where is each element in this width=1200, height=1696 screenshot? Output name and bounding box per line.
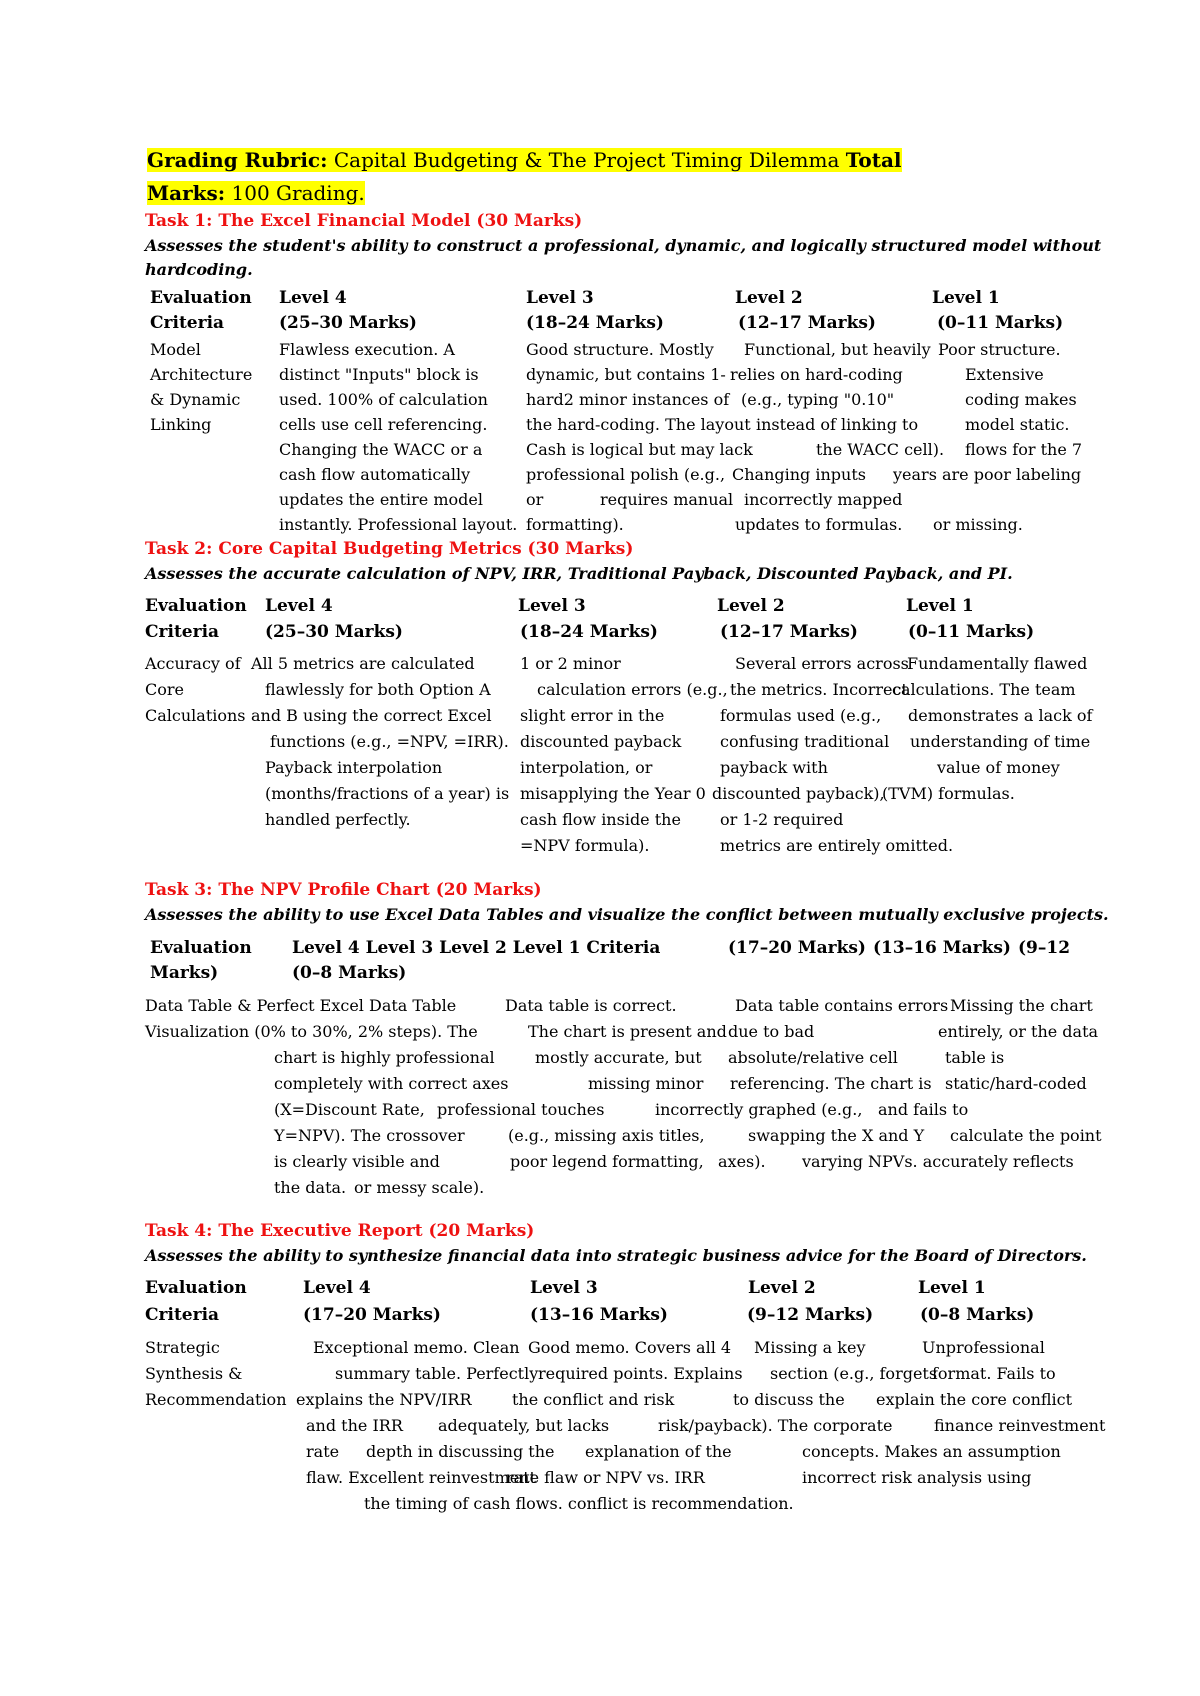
task1-r7-c2: updates the entire model	[279, 490, 483, 509]
marks-highlight	[147, 181, 365, 205]
task3-h-marks-a: (17–20 Marks)	[728, 938, 866, 958]
task1-r3-c2: used. 100% of calculation	[279, 390, 488, 409]
task1-h-criteria: Evaluation	[150, 288, 252, 308]
task3-r7-c1: is clearly visible and	[274, 1152, 440, 1171]
task1-r5-c3: Cash is logical but may lack	[526, 440, 753, 459]
task3-r2-c3: due to bad	[728, 1022, 815, 1041]
task2-r2-c1: Core	[145, 680, 184, 699]
task2-r1-c1: Accuracy of	[145, 654, 241, 673]
task2-r1-c5: Fundamentally flawed	[907, 654, 1088, 673]
task1-r5-c4: the WACC cell).	[816, 440, 945, 459]
task3-r6-c1: Y=NPV). The crossover	[274, 1126, 465, 1145]
task2-r2-c5: calculations. The team	[892, 680, 1076, 699]
task1-r1-c2: Flawless execution. A	[279, 340, 455, 359]
task2-r6-c4: discounted payback),	[712, 784, 885, 803]
task3-description: Assesses the ability to use Excel Data Tables and visualize the conflict between mutually exclusive projects.	[145, 905, 1109, 924]
task1-r2-c5: Extensive	[965, 365, 1044, 384]
task3-h2-marks: Marks)	[150, 963, 219, 983]
task1-r6-c2: cash flow automatically	[279, 465, 471, 484]
task2-h-level4: Level 4	[265, 596, 333, 616]
task1-r7-c3: or	[526, 490, 544, 509]
task2-r3-c3: slight error in the	[520, 706, 665, 725]
task2-r1-c4: Several errors across	[735, 654, 909, 673]
task1-h2-level3: (18–24 Marks)	[526, 313, 664, 333]
task2-r6-c5: (TVM) formulas.	[882, 784, 1015, 803]
task4-r4-c2: and the IRR	[306, 1416, 403, 1435]
task4-r1-c1: Strategic	[145, 1338, 220, 1357]
task2-r4-c3: discounted payback	[520, 732, 682, 751]
task4-r2-c4: section (e.g., forgets	[770, 1364, 938, 1383]
task2-r5-c5: value of money	[937, 758, 1060, 777]
task2-h2-criteria: Criteria	[145, 622, 220, 642]
task2-h2-level2: (12–17 Marks)	[720, 622, 858, 642]
task4-r1-c4: Missing a key	[754, 1338, 866, 1357]
task1-r3-c3: hard2 minor instances of	[526, 390, 730, 409]
task1-h-level4: Level 4	[279, 288, 347, 308]
task1-description: Assesses the student's ability to construct a professional, dynamic, and logically structured model without	[145, 236, 1102, 255]
task3-r6-c4: calculate the point	[950, 1126, 1102, 1145]
task4-r3-c4: to discuss the	[733, 1390, 845, 1409]
task2-r8-c3: =NPV formula).	[520, 836, 650, 855]
task4-r7-c3: the timing of cash flows. conflict is recommendation.	[364, 1494, 794, 1513]
task2-r6-c3: misapplying the Year 0	[520, 784, 706, 803]
task2-r4-c4: confusing traditional	[720, 732, 890, 751]
task3-r1-c4: Missing the chart	[950, 996, 1093, 1015]
task1-r1-c1: Model	[150, 340, 201, 359]
task4-r4-c3: adequately, but lacks	[438, 1416, 610, 1435]
task1-r4-c1: Linking	[150, 415, 212, 434]
task2-h2-level1: (0–11 Marks)	[908, 622, 1035, 642]
task4-r3-c2: explains the NPV/IRR	[296, 1390, 472, 1409]
task4-r6-c5: incorrect risk analysis using	[802, 1468, 1032, 1487]
task4-h-criteria: Evaluation	[145, 1278, 247, 1298]
task2-r2-c2: flawlessly for both Option A	[265, 680, 491, 699]
task4-r1-c5: Unprofessional	[922, 1338, 1045, 1357]
task2-h-level1: Level 1	[906, 596, 974, 616]
task4-r6-c2: flaw. Excellent reinvestment	[306, 1468, 536, 1487]
task3-r1-c3: Data table contains errors	[735, 996, 949, 1015]
task4-r2-c5: format. Fails to	[932, 1364, 1056, 1383]
task4-description: Assesses the ability to synthesize financial data into strategic business advice for the Board of Directors.	[145, 1246, 1087, 1265]
task3-r2-c2: The chart is present and	[528, 1022, 727, 1041]
course-name: Capital Budgeting & The Project Timing Dilemma	[327, 148, 846, 172]
task3-h2-level1-marks: (0–8 Marks)	[292, 963, 407, 983]
task1-h-level2: Level 2	[735, 288, 803, 308]
task3-r2-c1: Visualization (0% to 30%, 2% steps). The	[145, 1022, 478, 1041]
task3-r4-c1: completely with correct axes	[274, 1074, 509, 1093]
task3-r5-c2: professional touches	[437, 1100, 605, 1119]
task1-r8-c5: or missing.	[933, 515, 1023, 534]
task3-r3-c1: chart is highly professional	[274, 1048, 495, 1067]
task3-r3-c3: absolute/relative cell	[728, 1048, 898, 1067]
task1-r2-c1: Architecture	[150, 365, 253, 384]
task1-r4-c3: the hard-coding. The layout	[526, 415, 751, 434]
task1-r7-c4: incorrectly mapped	[744, 490, 903, 509]
task4-h2-level1: (0–8 Marks)	[920, 1305, 1035, 1325]
task4-r3-c3: the conflict and risk	[512, 1390, 675, 1409]
task1-h2-criteria: Criteria	[150, 313, 225, 333]
task4-r5-c3: depth in discussing the	[366, 1442, 555, 1461]
task1-r5-c5: flows for the 7	[965, 440, 1083, 459]
task3-h-marks-c: (9–12	[1018, 938, 1071, 958]
task4-h-level3: Level 3	[530, 1278, 598, 1298]
task1-title: Task 1: The Excel Financial Model (30 Marks)	[145, 211, 583, 231]
task3-r1-c1: Data Table & Perfect Excel Data Table	[145, 996, 457, 1015]
task3-h-levels: Level 4 Level 3 Level 2 Level 1 Criteria	[292, 938, 661, 958]
task2-r8-c4: metrics are entirely omitted.	[720, 836, 954, 855]
task4-r5-c4: explanation of the	[585, 1442, 732, 1461]
task3-r8-c1: the data.	[274, 1178, 347, 1197]
task2-r3-c2: and B using the correct Excel	[251, 706, 492, 725]
task1-r3-c1: & Dynamic	[150, 390, 241, 409]
task2-description: Assesses the accurate calculation of NPV, IRR, Traditional Payback, Discounted Payback, and PI.	[145, 564, 1013, 583]
task3-r5-c4: and fails to	[878, 1100, 969, 1119]
task4-h2-level3: (13–16 Marks)	[530, 1305, 668, 1325]
task2-h2-level3: (18–24 Marks)	[520, 622, 658, 642]
task2-r7-c2: handled perfectly.	[265, 810, 411, 829]
task1-r5-c2: Changing the WACC or a	[279, 440, 483, 459]
task4-h-level1: Level 1	[918, 1278, 986, 1298]
task1-r7-c3b: requires manual	[600, 490, 734, 509]
rubric-label: Grading Rubric:	[147, 148, 328, 172]
task4-r2-c2: summary table. Perfectly	[335, 1364, 539, 1383]
task1-h2-level4: (25–30 Marks)	[279, 313, 417, 333]
task1-r6-c4: Changing inputs	[732, 465, 866, 484]
task1-h-level1: Level 1	[932, 288, 1000, 308]
task1-r2-c2: distinct "Inputs" block is	[279, 365, 479, 384]
task4-r5-c5: concepts. Makes an assumption	[802, 1442, 1061, 1461]
task3-r4-c3: referencing. The chart is	[730, 1074, 932, 1093]
rubric-title-line2	[147, 183, 365, 203]
task3-r5-c3: incorrectly graphed (e.g.,	[655, 1100, 863, 1119]
task4-h-level4: Level 4	[303, 1278, 371, 1298]
task4-title: Task 4: The Executive Report (20 Marks)	[145, 1221, 535, 1241]
task2-r5-c2: Payback interpolation	[265, 758, 443, 777]
task2-r7-c3: cash flow inside the	[520, 810, 681, 829]
task4-h-level2: Level 2	[748, 1278, 816, 1298]
task2-r3-c5: demonstrates a lack of	[908, 706, 1093, 725]
task2-r6-c2: (months/fractions of a year) is	[265, 784, 510, 803]
task2-r5-c3: interpolation, or	[520, 758, 653, 777]
task1-r3-c4: (e.g., typing "0.10"	[741, 390, 895, 409]
task2-h-criteria: Evaluation	[145, 596, 247, 616]
task3-r7-c3: axes).	[718, 1152, 766, 1171]
task3-r8-c2: or messy scale).	[354, 1178, 485, 1197]
task2-r4-c5: understanding of time	[910, 732, 1091, 751]
task3-r7-c4: varying NPVs. accurately reflects	[802, 1152, 1074, 1171]
task1-r2-c4: relies on hard-coding	[730, 365, 903, 384]
task1-h2-level2: (12–17 Marks)	[738, 313, 876, 333]
task3-r2-c4: entirely, or the data	[938, 1022, 1099, 1041]
task4-r3-c5: explain the core conflict	[876, 1390, 1073, 1409]
task1-r1-c5: Poor structure.	[938, 340, 1061, 359]
task1-r8-c2: instantly. Professional layout.	[279, 515, 518, 534]
task4-r1-c3: Good memo. Covers all 4	[528, 1338, 732, 1357]
task1-r1-c4: Functional, but heavily	[744, 340, 931, 359]
task4-r2-c1: Synthesis &	[145, 1364, 243, 1383]
task3-r6-c3: swapping the X and Y	[748, 1126, 925, 1145]
task2-title: Task 2: Core Capital Budgeting Metrics (30 Marks)	[145, 539, 634, 559]
task1-r2-c3: dynamic, but contains 1-	[526, 365, 726, 384]
task4-h2-level4: (17–20 Marks)	[303, 1305, 441, 1325]
marks-label: Marks:	[147, 181, 226, 205]
task2-r3-c1: Calculations	[145, 706, 246, 725]
task3-h-marks-b: (13–16 Marks)	[873, 938, 1011, 958]
task1-r6-c3: professional polish (e.g.,	[526, 465, 726, 484]
task1-r4-c4: instead of linking to	[756, 415, 919, 434]
task4-r3-c1: Recommendation	[145, 1390, 287, 1409]
task2-r7-c4: or 1-2 required	[720, 810, 844, 829]
rubric-title-line1	[147, 150, 902, 170]
task3-r7-c2: poor legend formatting,	[510, 1152, 704, 1171]
task4-r4-c5: finance reinvestment	[934, 1416, 1106, 1435]
task1-h-level3: Level 3	[526, 288, 594, 308]
task2-r4-c2: functions (e.g., =NPV, =IRR).	[270, 732, 509, 751]
task3-r1-c2: Data table is correct.	[505, 996, 677, 1015]
marks-value: 100 Grading.	[225, 181, 365, 205]
task2-r2-c4: the metrics. Incorrect	[730, 680, 908, 699]
task1-r6-c5: years are poor labeling	[893, 465, 1082, 484]
task1-description-cont: hardcoding.	[145, 260, 253, 279]
task3-r4-c2: missing minor	[588, 1074, 704, 1093]
task3-h-criteria: Evaluation	[150, 938, 252, 958]
task4-r4-c4: risk/payback). The corporate	[658, 1416, 893, 1435]
task4-h2-level2: (9–12 Marks)	[747, 1305, 874, 1325]
task4-r5-c2: rate	[306, 1442, 340, 1461]
task2-h2-level4: (25–30 Marks)	[265, 622, 403, 642]
task2-r2-c3: calculation errors (e.g.,	[537, 680, 728, 699]
task2-h-level2: Level 2	[717, 596, 785, 616]
task3-r4-c4: static/hard-coded	[945, 1074, 1087, 1093]
task1-r4-c2: cells use cell referencing.	[279, 415, 488, 434]
rubric-label-highlight	[147, 148, 902, 172]
task2-h-level3: Level 3	[518, 596, 586, 616]
task3-title: Task 3: The NPV Profile Chart (20 Marks)	[145, 880, 542, 900]
task3-r6-c2: (e.g., missing axis titles,	[508, 1126, 705, 1145]
task1-r1-c3: Good structure. Mostly	[526, 340, 714, 359]
task2-r5-c4: payback with	[720, 758, 828, 777]
task1-r8-c4: updates to formulas.	[735, 515, 903, 534]
task1-r4-c5: model static.	[965, 415, 1070, 434]
task4-r6-c3: rate flaw or NPV vs. IRR	[506, 1468, 705, 1487]
task1-r8-c3: formatting).	[526, 515, 624, 534]
task2-r1-c3: 1 or 2 minor	[520, 654, 621, 673]
total-label: Total	[845, 148, 902, 172]
task3-r3-c4: table is	[945, 1048, 1005, 1067]
task3-r3-c2: mostly accurate, but	[535, 1048, 702, 1067]
task3-r5-c1: (X=Discount Rate,	[274, 1100, 425, 1119]
task4-r1-c2: Exceptional memo. Clean	[313, 1338, 520, 1357]
task2-r3-c4: formulas used (e.g.,	[720, 706, 882, 725]
task2-r1-c2: All 5 metrics are calculated	[251, 654, 475, 673]
task1-r3-c5: coding makes	[965, 390, 1077, 409]
task1-h2-level1: (0–11 Marks)	[937, 313, 1064, 333]
task4-h2-criteria: Criteria	[145, 1305, 220, 1325]
task4-r2-c3: required points. Explains	[538, 1364, 743, 1383]
